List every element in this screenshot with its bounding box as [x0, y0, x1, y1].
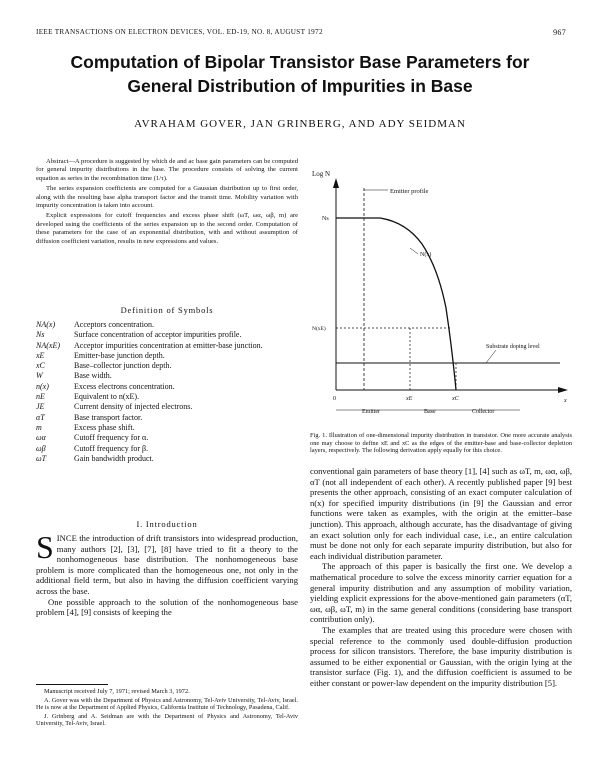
journal-line: IEEE TRANSACTIONS ON ELECTRON DEVICES, VOL. ED-19, NO. 8, AUGUST 1972	[36, 28, 323, 36]
definition-row	[36, 423, 298, 433]
abstract-paragraph: Abstract—A procedure is suggested by which de and ac base gain parameters can be computed for general impurity distributions in the base. The procedure consists of solving the current equation as series in the recombination time (1/τ).	[36, 158, 298, 182]
intro-paragraph	[36, 529, 298, 597]
impurity-curve	[336, 218, 456, 390]
definition-symbol: xC	[36, 361, 45, 371]
definition-text: Cutoff frequency for α.	[74, 433, 149, 443]
x-axis-label: x	[564, 398, 567, 404]
definition-row	[36, 392, 298, 402]
definition-symbol: m	[36, 422, 42, 432]
body-paragraph: conventional gain parameters of base theory [1], [4] such as ωT, m, ωα, ωβ, αT (not all independent of each other). A recently published paper [9] best presents the other approach, consisting of an exact computer calculation of n(x) for specified impurity distributions (in [9] the Gaussian and error functions were taken as examples, with the origin at the emitter–base junction). This approach, although accurate, has the disadvantage of giving an exact solution only for each individual case, i.e., an entire calculation must be done not only for each separate impurity distribution, but also for each individual distribution parameter.	[310, 466, 572, 561]
definition-symbol: JE	[36, 402, 45, 412]
definition-symbol: nE	[36, 392, 45, 402]
figure-caption: Fig. 1. Illustration of one-dimensional impurity distribution in transistor. One more accurate analysis one may choose to define xE and xC as the edges of the emitter-base and base-collector depletion layers, respectively. The following derivation apply equally for this choice.	[310, 432, 572, 455]
xc-label: xC	[452, 396, 459, 402]
definition-text: Base width.	[74, 371, 112, 381]
definitions-heading: Definition of Symbols	[120, 305, 214, 315]
title-line-2: General Distribution of Impurities in Base	[127, 76, 473, 96]
definition-text: Excess phase shift.	[74, 422, 135, 432]
definition-text: Acceptors concentration.	[74, 320, 154, 329]
collector-region-label: Collector	[472, 409, 495, 415]
definition-text: Surface concentration of acceptor impurities profile.	[74, 330, 242, 340]
footnotes	[36, 688, 298, 729]
introduction-heading: I. Introduction	[136, 519, 198, 529]
intro-paragraph-text: INCE the introduction of drift transistors into widespread production, many authors [2], [3], [7], [8] have tried to fit a theory to the nonhomogeneous base distribution. The nonhomogeneous base problem is more complicated than the homogeneous one, not only in the additional field term, but also in having the diffusion coefficient varying across the base.	[36, 533, 298, 596]
introduction-text	[36, 529, 298, 618]
definition-symbol: W	[36, 371, 43, 381]
definition-text: Base–collector junction depth.	[74, 361, 172, 371]
definition-row	[36, 433, 298, 443]
definition-text: Base transport factor.	[74, 412, 143, 422]
curve-leader	[410, 248, 418, 254]
x-axis-arrow-icon	[558, 387, 568, 393]
definition-symbol: NA(x)	[36, 320, 56, 329]
footnote: J. Grinberg and A. Seidman are with the Department of Physics and Astronomy, Tel-Aviv University, Tel-Aviv, Israel.	[36, 712, 298, 728]
definition-row	[36, 454, 298, 464]
definition-row	[36, 320, 298, 330]
ns-label: Ns	[322, 216, 329, 222]
definitions-list	[36, 320, 298, 464]
definition-text: Current density of injected electrons.	[74, 402, 193, 412]
definition-row	[36, 444, 298, 454]
origin-label: 0	[333, 396, 336, 402]
nxe-label: N(xE)	[312, 326, 326, 332]
emitter-region-label: Emitter	[362, 409, 380, 415]
definition-row	[36, 351, 298, 361]
running-header	[36, 28, 566, 36]
definition-row	[36, 402, 298, 412]
definition-symbol: αT	[36, 412, 45, 422]
definition-text: Acceptor impurities concentration at emitter-base junction.	[74, 340, 263, 350]
footnote-rule	[36, 684, 108, 685]
y-axis-arrow-icon	[333, 178, 339, 188]
definition-row	[36, 341, 298, 351]
definition-text: Emitter-base junction depth.	[74, 350, 165, 360]
definition-text: Equivalent to n(xE).	[74, 392, 140, 402]
definition-row	[36, 361, 298, 371]
abstract	[36, 158, 298, 248]
curve-label: N(x)	[420, 252, 432, 258]
intro-paragraph: One possible approach to the solution of the nonhomogeneous base problem [4], [9] consists of keeping the	[36, 596, 298, 618]
definition-symbol: ωT	[36, 453, 47, 463]
definition-symbol: xE	[36, 350, 45, 360]
definition-symbol: ωα	[36, 433, 46, 443]
definition-row	[36, 382, 298, 392]
abstract-paragraph: Explicit expressions for cutoff frequencies and excess phase shift (ωT, ωα, ωβ, m) are developed using the coefficients of the series expansion up to the second order. Computation of these parameters for the case of an exponential distribution, with and without assumption of diffusion coefficient variation, results in new expressions and values.	[36, 212, 298, 245]
definition-row	[36, 413, 298, 423]
figure-impurity-distribution	[310, 158, 572, 428]
y-axis-label: Log N	[312, 170, 331, 178]
definition-symbol: Ns	[36, 330, 45, 340]
substrate-leader	[486, 350, 496, 363]
definition-symbol: ωβ	[36, 443, 46, 453]
substrate-label: Substrate doping level	[486, 344, 540, 350]
definition-text: Gain bandwidth product.	[74, 453, 154, 463]
body-paragraph: The approach of this paper is basically the first one. We develop a mathematical procedure to solve the excess minority carrier equation for a general impurity distribution and any assumption of mobility variation, yielding explicit expressions for the above-mentioned gain parameters (αT, ωα, ωβ, ωT, m) in the same general conditions (considering base transport contribution only).	[310, 561, 572, 625]
drop-cap: S	[36, 529, 54, 565]
footnote: Manuscript received July 7, 1971; revised March 3, 1972.	[44, 688, 190, 695]
definition-row	[36, 371, 298, 381]
definition-text: Cutoff frequency for β.	[74, 443, 149, 453]
xe-label: xE	[406, 396, 413, 402]
base-region-label: Base	[424, 409, 436, 415]
paper-title	[30, 50, 570, 98]
definition-row	[36, 330, 298, 340]
authors: AVRAHAM GOVER, JAN GRINBERG, AND ADY SEIDMAN	[134, 118, 466, 130]
emitter-profile-label: Emitter profile	[390, 188, 429, 195]
right-column-text	[310, 466, 572, 688]
definition-symbol: NA(xE)	[36, 340, 60, 350]
abstract-paragraph: The series expansion coefficients are computed for a Gaussian distribution up to first order, along with the resulting base alpha transport factor and the transit time. Mobility variation with impurity concentration is taken into account.	[36, 185, 298, 210]
definition-symbol: n(x)	[36, 381, 49, 391]
body-paragraph: The examples that are treated using this procedure were chosen with special reference to the commonly used double-diffusion production process for silicon transistors. Therefore, the base impurity distribution is assumed to be either exponential or Gaussian, with the origin lying at the transistor surface (Fig. 1), and the diffusion coefficient is assumed to be either constant or power-law dependent on the impurity distribution [5].	[310, 624, 572, 688]
page-number: 967	[553, 28, 566, 37]
footnote: A. Gover was with the Department of Physics and Astronomy, Tel-Aviv University, Tel-Aviv, Israel. He is now at the Department of Applied Physics, California Institute of Technology, Pasadena, Calif.	[36, 696, 298, 712]
title-line-1: Computation of Bipolar Transistor Base Parameters for	[70, 52, 530, 72]
definition-text: Excess electrons concentration.	[74, 381, 175, 391]
